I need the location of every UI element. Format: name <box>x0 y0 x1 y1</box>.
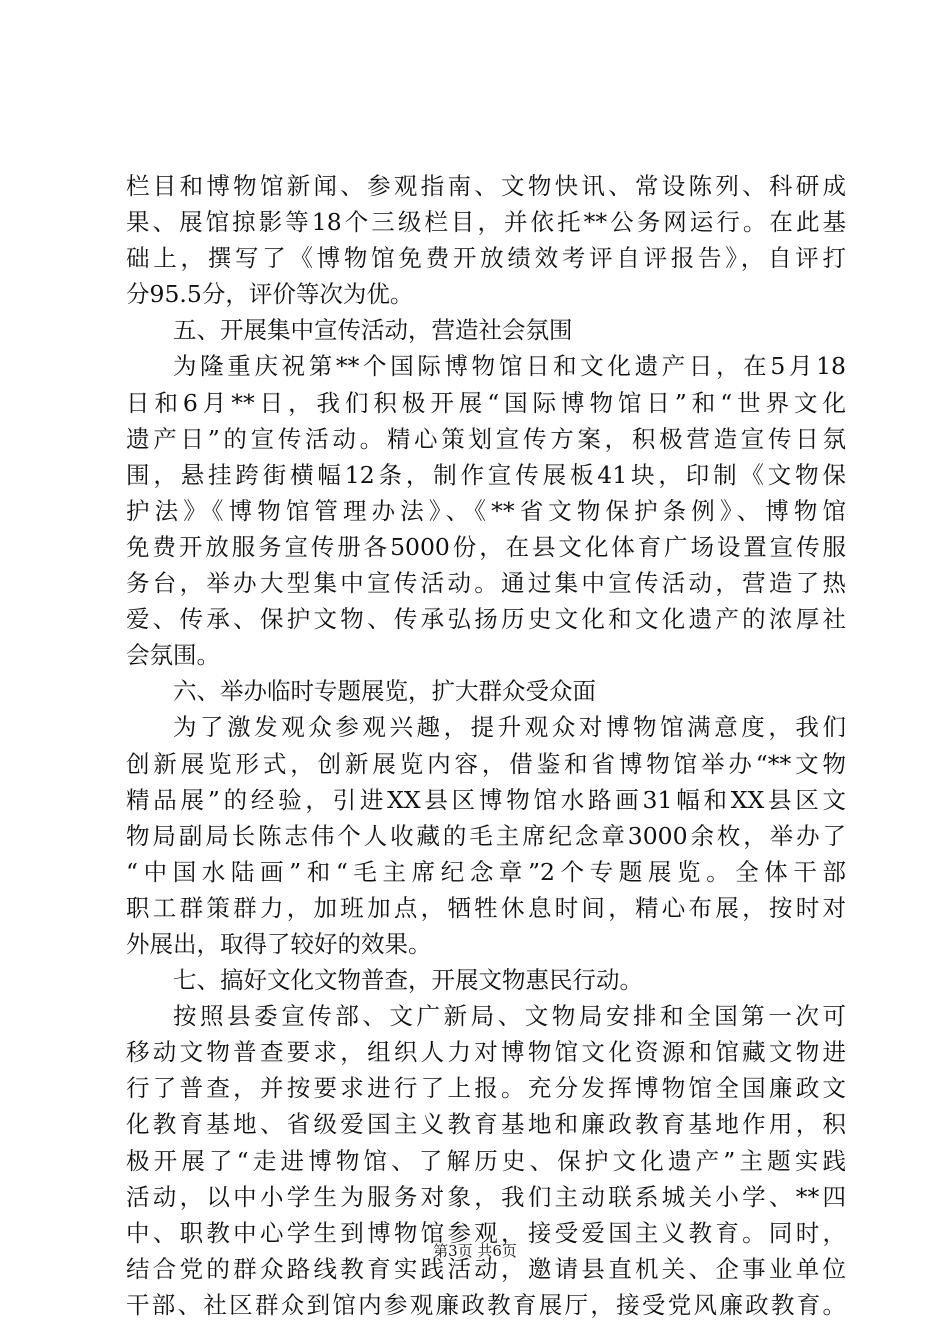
paragraph-line: 极开展了“走进博物馆、了解历史、保护文化遗产”主题实践 <box>126 1146 846 1175</box>
paragraph-line: 护法》《博物馆管理办法》、《**省文物保护条例》、博物馆 <box>126 496 846 525</box>
paragraph-line: “中国水陆画”和“毛主席纪念章”2个专题展览。全体干部 <box>126 857 846 886</box>
paragraph-line: 外展出，取得了较好的效果。 <box>126 929 432 958</box>
paragraph-line: 按照县委宣传部、文广新局、文物局安排和全国第一次可 <box>173 1002 846 1031</box>
paragraph-line: 化教育基地、省级爱国主义教育基地和廉政教育基地作用，积 <box>126 1110 846 1139</box>
paragraph-line: 栏目和博物馆新闻、参观指南、文物快讯、常设陈列、科研成 <box>126 172 846 200</box>
paragraph-line: 职工群策群力，加班加点，牺牲休息时间，精心布展，按时对 <box>126 893 846 922</box>
paragraph-line: 行了普查，并按要求进行了上报。充分发挥博物馆全国廉政文 <box>126 1074 846 1103</box>
paragraph-line: 创新展览形式，创新展览内容，借鉴和省博物馆举办“**文物 <box>126 749 846 778</box>
paragraph-line: 物局副局长陈志伟个人收藏的毛主席纪念章3000余枚，举办了 <box>126 821 846 850</box>
section-heading: 六、举办临时专题展览，扩大群众受众面 <box>173 677 596 706</box>
paragraph-line: 精品展”的经验，引进XX县区博物馆水路画31幅和XX县区文 <box>126 785 846 814</box>
paragraph-line: 为了激发观众参观兴趣，提升观众对博物馆满意度，我们 <box>173 713 846 742</box>
paragraph-line: 日和6月**日，我们积极开展“国际博物馆日”和“世界文化 <box>126 388 846 417</box>
paragraph-line: 务台，举办大型集中宣传活动。通过集中宣传活动，营造了热 <box>126 569 846 598</box>
paragraph-line: 围，悬挂跨街横幅12条，制作宣传展板41块，印制《文物保 <box>126 460 846 489</box>
paragraph-line: 爱、传承、保护文物、传承弘扬历史文化和文化遗产的浓厚社 <box>126 605 846 634</box>
paragraph-line: 干部、社区群众到馆内参观廉政教育展厅，接受党风廉政教育。 <box>126 1290 846 1319</box>
section-heading: 七、搞好文化文物普查，开展文物惠民行动。 <box>173 966 643 995</box>
paragraph-line: 会氛围。 <box>126 641 220 670</box>
document-body <box>126 168 846 1323</box>
paragraph-line: 活动，以中小学生为服务对象，我们主动联系城关小学、**四 <box>126 1182 846 1211</box>
paragraph-line: 果、展馆掠影等18个三级栏目，并依托**公务网运行。在此基 <box>126 208 846 237</box>
paragraph-line: 础上，撰写了《博物馆免费开放绩效考评自评报告》，自评打 <box>126 244 846 273</box>
paragraph-line: 分95.5分，评价等次为优。 <box>126 280 414 309</box>
paragraph-line: 遗产日”的宣传活动。精心策划宣传方案，积极营造宣传日氛 <box>126 424 846 453</box>
page-number-footer: 第3页 共6页 <box>433 1242 517 1260</box>
paragraph-line: 免费开放服务宣传册各5000份，在县文化体育广场设置宣传服 <box>126 532 846 561</box>
section-heading: 五、开展集中宣传活动，营造社会氛围 <box>173 316 573 345</box>
paragraph-line: 为隆重庆祝第**个国际博物馆日和文化遗产日，在5月18 <box>173 352 846 381</box>
paragraph-line: 中、职教中心学生到博物馆参观，接受爱国主义教育。同时， <box>126 1218 846 1247</box>
paragraph-line: 移动文物普查要求，组织人力对博物馆文化资源和馆藏文物进 <box>126 1038 846 1067</box>
paragraph-line: 结合党的群众路线教育实践活动，邀请县直机关、企事业单位 <box>126 1254 846 1283</box>
